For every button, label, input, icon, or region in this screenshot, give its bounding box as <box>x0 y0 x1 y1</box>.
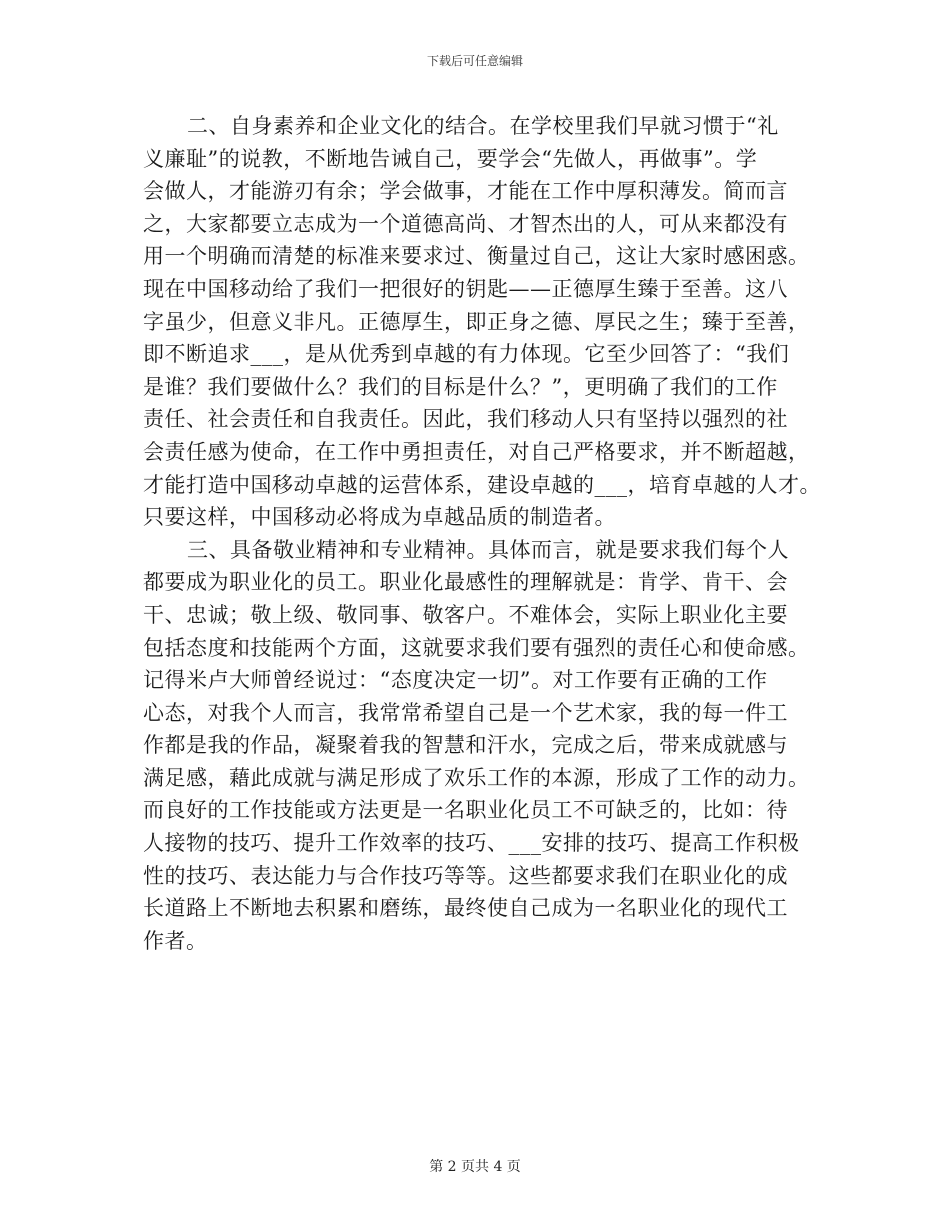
text-line: 性的技巧、表达能力与合作技巧等等。这些都要求我们在职业化的成 <box>143 863 788 888</box>
text-line: 会做人，才能游刃有余；学会做事，才能在工作中厚积薄发。简而言 <box>143 179 788 204</box>
paragraph-section-two <box>143 110 823 534</box>
text-line: 三、具备敬业精神和专业精神。具体而言，就是要求我们每个人 <box>187 537 789 562</box>
text-line: 作者。 <box>143 928 208 953</box>
text-line: 都要成为职业化的员工。职业化最感性的理解就是：肯学、肯干、会 <box>143 570 788 595</box>
paragraph-section-three <box>143 534 823 958</box>
text-line: 才能打造中国移动卓越的运营体系，建设卓越的___，培育卓越的人才。 <box>143 472 821 497</box>
text-line: 人接物的技巧、提升工作效率的技巧、___安排的技巧、提高工作积极 <box>143 831 800 856</box>
text-line: 长道路上不断地去积累和磨练，最终使自己成为一名职业化的现代工 <box>143 896 788 921</box>
text-line: 即不断追求___，是从优秀到卓越的有力体现。它至少回答了：“我们 <box>143 342 790 367</box>
text-line: 二、自身素养和企业文化的结合。在学校里我们早就习惯于“礼 <box>187 114 779 138</box>
text-line: 之，大家都要立志成为一个道德高尚、才智杰出的人，可从来都没有 <box>143 211 788 236</box>
text-line: 会责任感为使命，在工作中勇担责任，对自己严格要求，并不断超越， <box>143 439 810 464</box>
text-line: 满足感，藉此成就与满足形成了欢乐工作的本源，形成了工作的动力。 <box>143 765 810 790</box>
text-line: 心态，对我个人而言，我常常希望自己是一个艺术家，我的每一件工 <box>143 700 788 725</box>
text-line: 字虽少，但意义非凡。正德厚生，即正身之德、厚民之生；臻于至善， <box>143 309 810 334</box>
text-line: 记得米卢大师曾经说过：“态度决定一切”。对工作要有正确的工作 <box>143 668 768 693</box>
page-footer: 第 2 页共 4 页 <box>429 1159 521 1175</box>
text-line: 作都是我的作品，凝聚着我的智慧和汗水，完成之后，带来成就感与 <box>143 733 788 758</box>
page-header: 下载后可任意编辑 <box>426 54 523 68</box>
text-line: 干、忠诚；敬上级、敬同事、敬客户。不难体会，实际上职业化主要 <box>143 602 788 627</box>
text-line: 现在中国移动给了我们一把很好的钥匙——正德厚生臻于至善。这八 <box>143 276 788 301</box>
text-line: 而良好的工作技能或方法更是一名职业化员工不可缺乏的，比如：待 <box>143 798 788 823</box>
document-body <box>143 110 823 957</box>
text-line: 是谁？我们要做什么？我们的目标是什么？”，更明确了我们的工作 <box>143 374 778 399</box>
text-line: 包括态度和技能两个方面，这就要求我们要有强烈的责任心和使命感。 <box>143 635 810 660</box>
text-line: 责任、社会责任和自我责任。因此，我们移动人只有坚持以强烈的社 <box>143 407 788 432</box>
text-line: 义廉耻”的说教，不断地告诫自己，要学会“先做人，再做事”。学 <box>143 146 758 171</box>
text-line: 用一个明确而清楚的标准来要求过、衡量过自己，这让大家时感困惑。 <box>143 244 810 269</box>
text-line: 只要这样，中国移动必将成为卓越品质的制造者。 <box>143 505 616 530</box>
